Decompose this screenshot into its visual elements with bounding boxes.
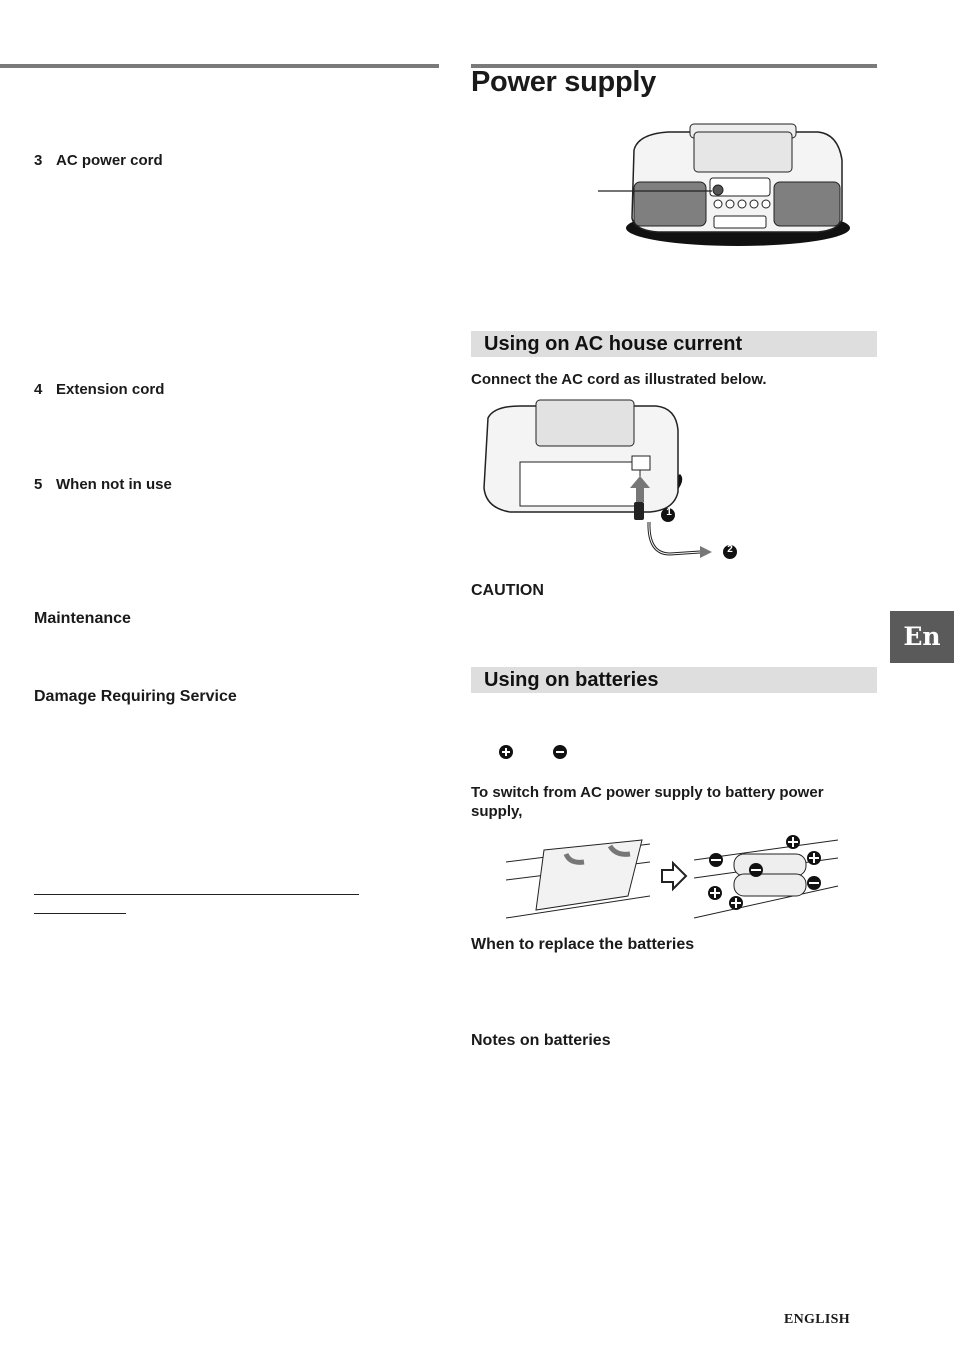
callout-2: 2 — [727, 544, 733, 555]
batteries-inserted-illustration — [694, 826, 840, 922]
section-ac-house-current — [471, 331, 877, 357]
section-heading: Using on AC house current — [484, 333, 743, 355]
item-when-not-in-use — [34, 476, 172, 493]
cassette-door — [714, 216, 766, 228]
item-label: Extension cord — [56, 381, 165, 398]
right-speaker — [774, 182, 840, 226]
item-number: 5 — [34, 476, 43, 493]
switch-note: To switch from AC power supply to battery power supply, — [471, 784, 824, 820]
language-tab: En — [890, 611, 954, 663]
footer-language: ENGLISH — [784, 1312, 850, 1327]
boombox-rear-illustration — [480, 396, 740, 566]
ac-instruction: Connect the AC cord as illustrated below. — [471, 371, 767, 388]
caution-label: CAUTION — [471, 582, 544, 599]
footnote-rule-long — [34, 894, 359, 895]
minus-icon — [553, 745, 567, 759]
item-extension-cord — [34, 381, 164, 398]
ac-cord-inner — [649, 522, 700, 554]
damage-heading: Damage Requiring Service — [34, 688, 237, 705]
item-label: When not in use — [56, 476, 172, 493]
section-heading: Using on batteries — [484, 669, 659, 691]
cd-lid — [694, 132, 792, 172]
item-number: 3 — [34, 152, 43, 169]
plus-icon — [499, 745, 513, 759]
left-top-rule — [0, 64, 439, 68]
battery-2 — [734, 874, 806, 896]
item-ac-power-cord — [34, 152, 163, 169]
hollow-arrow-icon — [661, 862, 687, 890]
item-number: 4 — [34, 381, 43, 398]
right-arrow — [700, 546, 712, 558]
power-button — [713, 185, 723, 195]
boombox-front-illustration — [598, 120, 858, 250]
battery-compartment — [520, 462, 640, 506]
page-title: Power supply — [471, 66, 656, 98]
left-speaker — [634, 182, 706, 226]
ac-inlet — [632, 456, 650, 470]
rear-lid — [536, 400, 634, 446]
plug — [634, 502, 644, 520]
footnote-rule-short — [34, 913, 126, 914]
section-using-on-batteries — [471, 667, 877, 693]
battery-1 — [734, 854, 806, 876]
replace-batteries-heading: When to replace the batteries — [471, 936, 695, 953]
battery-lid-illustration — [506, 830, 652, 922]
callout-1: 1 — [666, 507, 672, 518]
item-label: AC power cord — [56, 152, 163, 169]
maintenance-heading: Maintenance — [34, 610, 131, 627]
notes-on-batteries-heading: Notes on batteries — [471, 1032, 611, 1049]
